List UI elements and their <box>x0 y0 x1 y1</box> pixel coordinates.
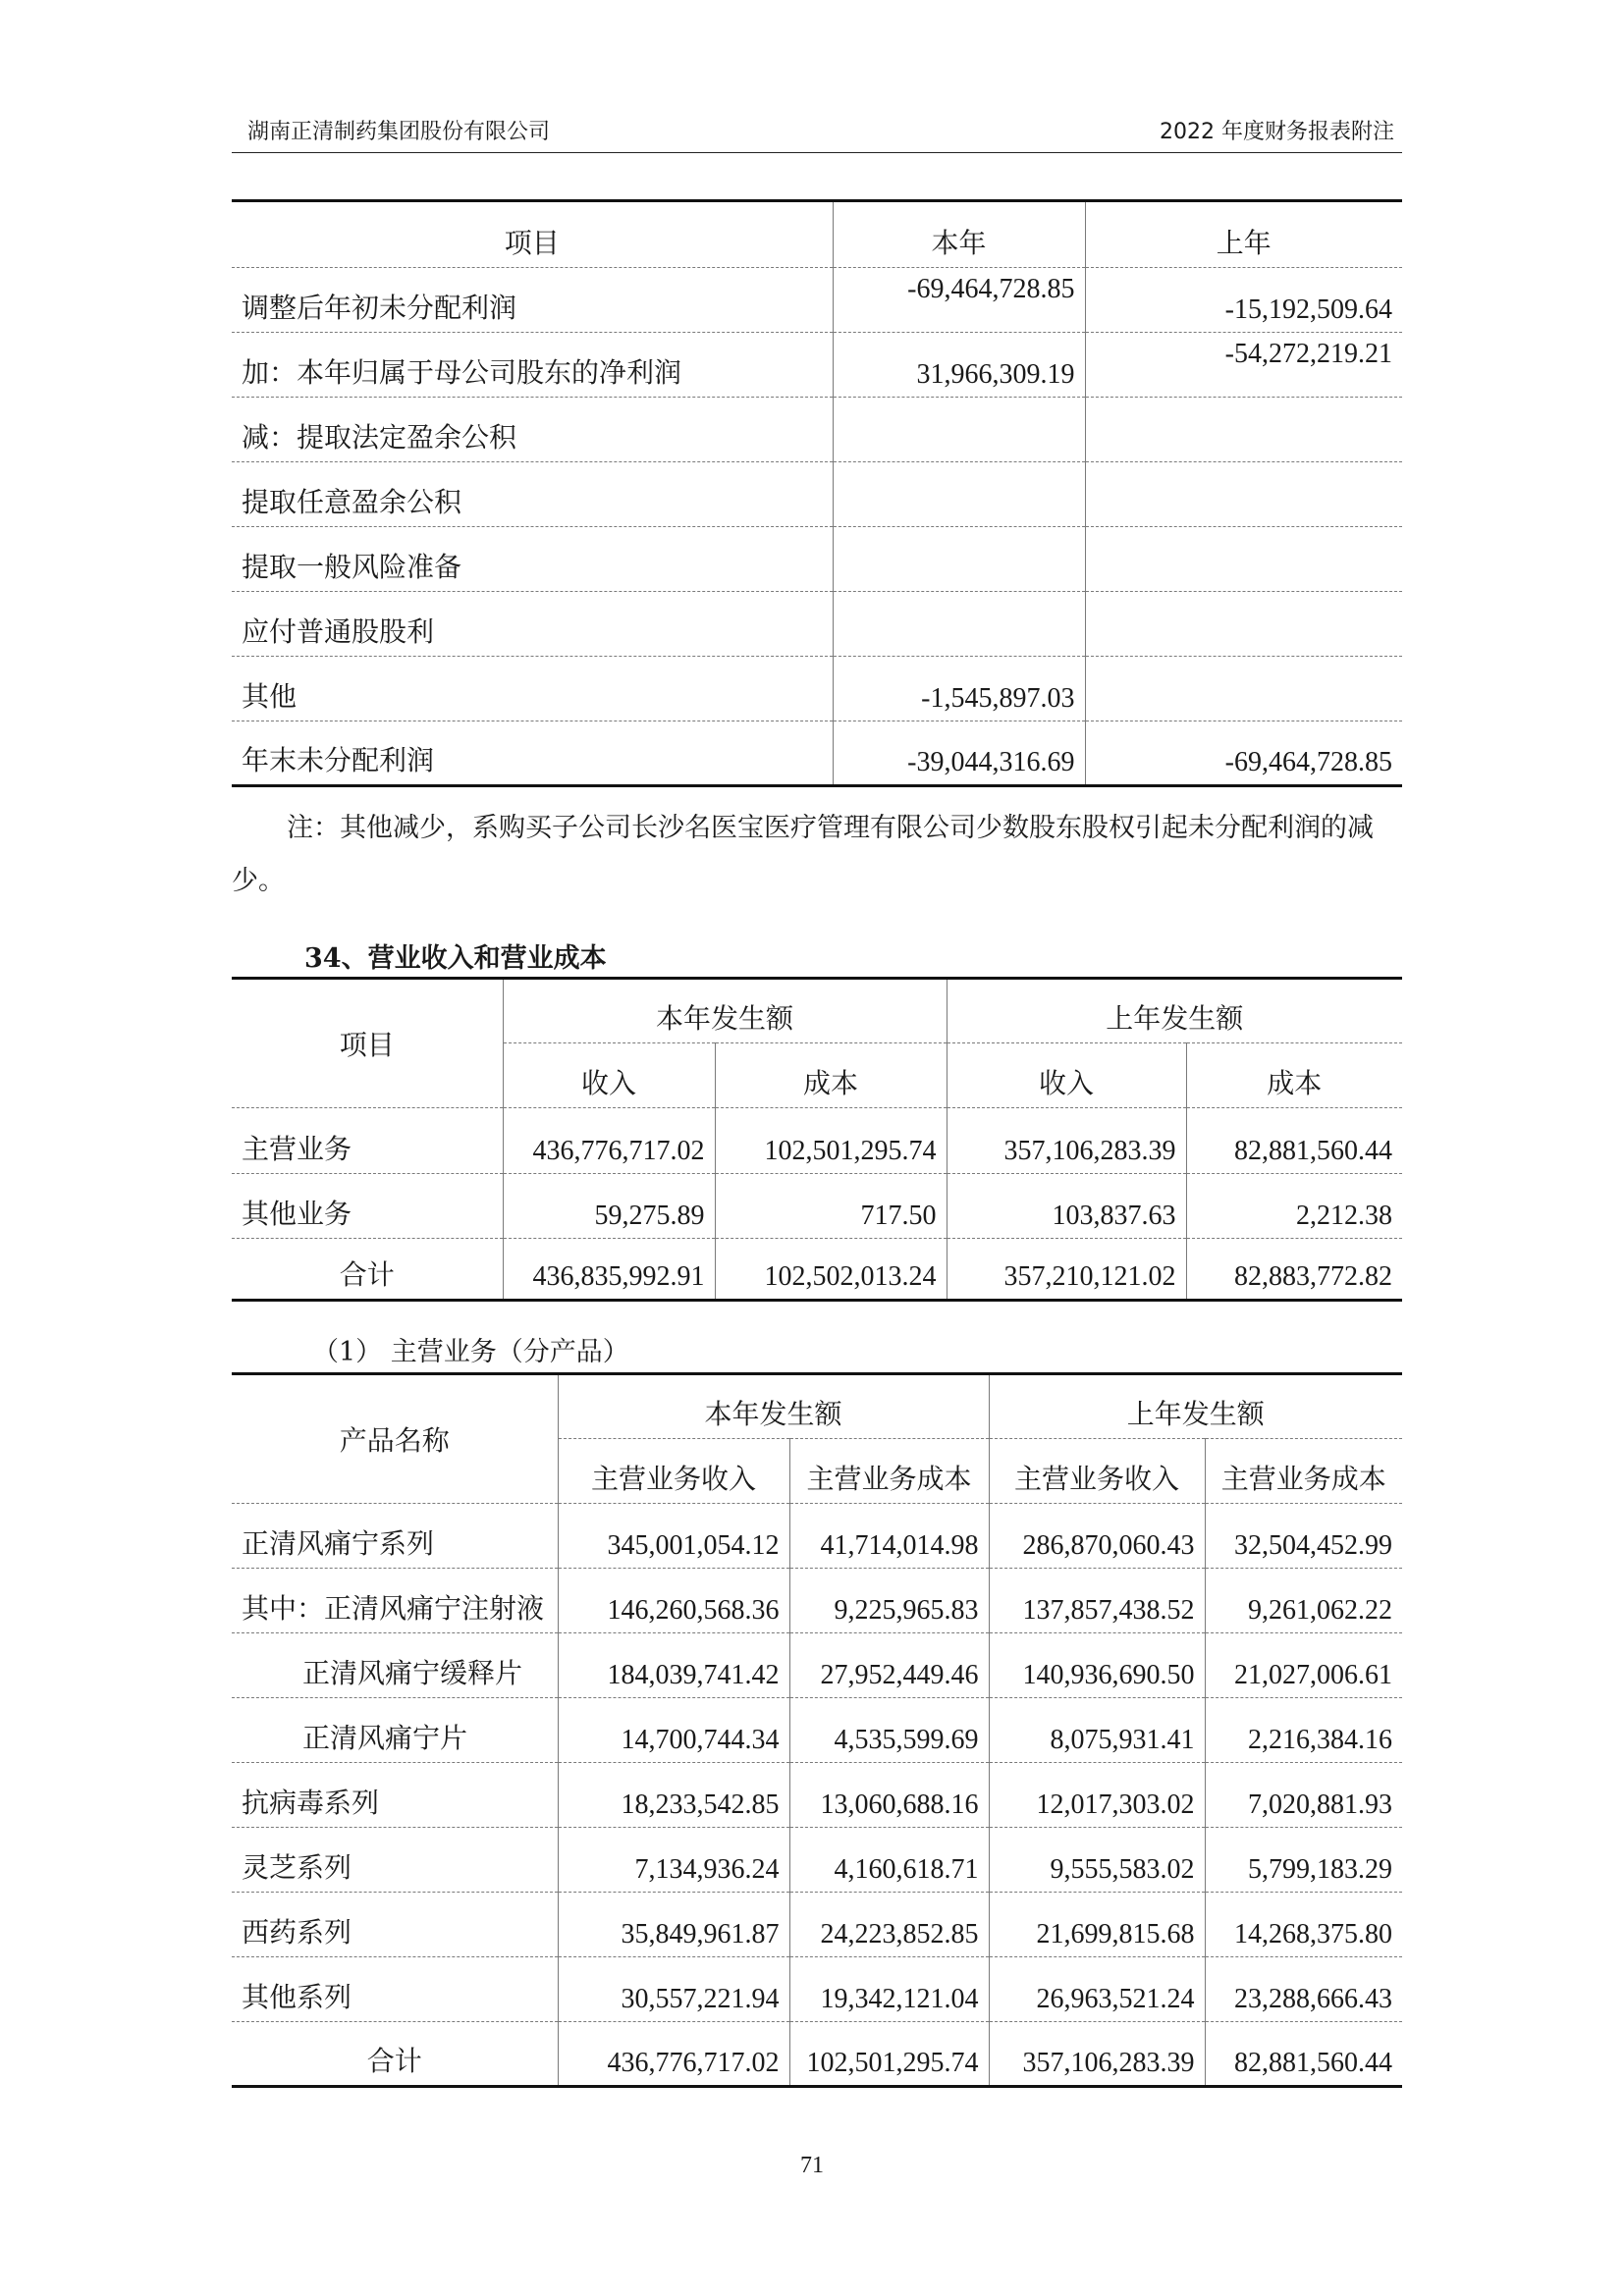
table-row <box>232 1569 1402 1633</box>
prior-cost: 2,216,384.16 <box>1205 1698 1402 1763</box>
table-row <box>232 1957 1402 2022</box>
prior-revenue: 8,075,931.41 <box>989 1698 1205 1763</box>
product-label: 抗病毒系列 <box>232 1763 558 1828</box>
row-label: 年末未分配利润 <box>242 744 435 776</box>
subheader-revenue: 收入 <box>947 1043 1186 1108</box>
current-value: 31,966,309.19 <box>833 333 1085 398</box>
product-label: 其他系列 <box>232 1957 558 2022</box>
prior-cost: 9,261,062.22 <box>1205 1569 1402 1633</box>
table-row <box>232 1108 1402 1174</box>
table-row <box>232 1698 1402 1763</box>
row-label: 其他 <box>232 657 833 721</box>
row-label: 提取任意盈余公积 <box>232 462 833 527</box>
table-header-row <box>232 1374 1402 1439</box>
prior-value <box>1085 592 1402 657</box>
row-label: 调整后年初未分配利润 <box>232 268 833 333</box>
product-label: 正清风痛宁系列 <box>232 1504 558 1569</box>
table-row <box>232 333 1402 398</box>
current-cost: 27,952,449.46 <box>789 1633 989 1698</box>
col-header-current-year: 本年发生额 <box>503 979 947 1043</box>
current-revenue: 184,039,741.42 <box>558 1633 789 1698</box>
product-label: 正清风痛宁片 <box>232 1698 558 1763</box>
current-cost: 41,714,014.98 <box>789 1504 989 1569</box>
prior-revenue: 21,699,815.68 <box>989 1893 1205 1957</box>
row-label: 应付普通股股利 <box>232 592 833 657</box>
table-row <box>232 1763 1402 1828</box>
prior-cost: 82,883,772.82 <box>1186 1239 1402 1301</box>
current-value <box>833 398 1085 462</box>
current-cost: 102,501,295.74 <box>715 1108 947 1174</box>
prior-value: -69,464,728.85 <box>1085 721 1402 786</box>
current-value <box>833 592 1085 657</box>
table-row <box>232 657 1402 721</box>
prior-revenue: 9,555,583.02 <box>989 1828 1205 1893</box>
subheader-cost: 成本 <box>715 1043 947 1108</box>
product-label: 正清风痛宁缓释片 <box>232 1633 558 1698</box>
prior-revenue: 286,870,060.43 <box>989 1504 1205 1569</box>
prior-value <box>1085 657 1402 721</box>
col-header-prior-year: 上年发生额 <box>947 979 1402 1043</box>
table-row-total <box>232 2022 1402 2087</box>
subheader-main-cost: 主营业务成本 <box>789 1439 989 1504</box>
subheader-main-revenue: 主营业务收入 <box>558 1439 789 1504</box>
current-cost: 717.50 <box>715 1174 947 1239</box>
prior-revenue: 357,106,283.39 <box>989 2022 1205 2087</box>
current-cost: 9,225,965.83 <box>789 1569 989 1633</box>
product-label: 西药系列 <box>232 1893 558 1957</box>
table-row <box>232 1893 1402 1957</box>
col-header-current: 本年 <box>833 201 1085 268</box>
product-label: 灵芝系列 <box>232 1828 558 1893</box>
table-row <box>232 527 1402 592</box>
current-value <box>833 462 1085 527</box>
row-label: 加：本年归属于母公司股东的净利润 <box>232 333 833 398</box>
undistributed-profit-table <box>232 199 1402 787</box>
table-row <box>232 721 1402 786</box>
subheader-main-revenue: 主营业务收入 <box>989 1439 1205 1504</box>
prior-cost: 82,881,560.44 <box>1205 2022 1402 2087</box>
product-label: 其中：正清风痛宁注射液 <box>232 1569 558 1633</box>
current-revenue: 436,776,717.02 <box>558 2022 789 2087</box>
current-revenue: 146,260,568.36 <box>558 1569 789 1633</box>
table-row-total <box>232 1239 1402 1301</box>
prior-value: -54,272,219.21 <box>1085 333 1402 398</box>
revenue-cost-table <box>232 977 1402 1302</box>
table-row <box>232 1633 1402 1698</box>
prior-cost: 5,799,183.29 <box>1205 1828 1402 1893</box>
table-row <box>232 462 1402 527</box>
current-cost: 102,501,295.74 <box>789 2022 989 2087</box>
current-cost: 102,502,013.24 <box>715 1239 947 1301</box>
table-row <box>232 1174 1402 1239</box>
prior-cost: 7,020,881.93 <box>1205 1763 1402 1828</box>
row-label: 其他业务 <box>232 1174 503 1239</box>
col-header-product: 产品名称 <box>232 1374 558 1504</box>
subsection-title-main-business: （1） 主营业务（分产品） <box>312 1337 629 1367</box>
prior-revenue: 357,106,283.39 <box>947 1108 1186 1174</box>
current-revenue: 18,233,542.85 <box>558 1763 789 1828</box>
section-title-34: 34、营业收入和营业成本 <box>304 943 607 974</box>
table-header-row <box>232 201 1402 268</box>
main-business-by-product-table <box>232 1372 1402 2088</box>
col-header-item: 项目 <box>232 979 503 1108</box>
current-revenue: 14,700,744.34 <box>558 1698 789 1763</box>
subheader-revenue: 收入 <box>503 1043 715 1108</box>
current-revenue: 436,776,717.02 <box>503 1108 715 1174</box>
prior-cost: 21,027,006.61 <box>1205 1633 1402 1698</box>
subheader-cost: 成本 <box>1186 1043 1402 1108</box>
prior-revenue: 103,837.63 <box>947 1174 1186 1239</box>
col-header-prior-year: 上年发生额 <box>989 1374 1402 1439</box>
current-revenue: 345,001,054.12 <box>558 1504 789 1569</box>
table-header-row <box>232 979 1402 1043</box>
product-label: 合计 <box>366 2045 422 2077</box>
note-paragraph: 注：其他减少，系购买子公司长沙名医宝医疗管理有限公司少数股东股权引起未分配利润的减少。 <box>232 813 1374 896</box>
prior-cost: 23,288,666.43 <box>1205 1957 1402 2022</box>
subheader-main-cost: 主营业务成本 <box>1205 1439 1402 1504</box>
company-name: 湖南正清制药集团股份有限公司 <box>247 120 551 144</box>
current-cost: 19,342,121.04 <box>789 1957 989 2022</box>
report-title: 2022 年度财务报表附注 <box>1160 120 1394 144</box>
current-revenue: 59,275.89 <box>503 1174 715 1239</box>
current-cost: 24,223,852.85 <box>789 1893 989 1957</box>
prior-value <box>1085 527 1402 592</box>
row-label: 主营业务 <box>232 1108 503 1174</box>
page-header <box>232 115 1402 153</box>
current-cost: 4,535,599.69 <box>789 1698 989 1763</box>
prior-cost: 2,212.38 <box>1186 1174 1402 1239</box>
prior-cost: 14,268,375.80 <box>1205 1893 1402 1957</box>
prior-cost: 82,881,560.44 <box>1186 1108 1402 1174</box>
col-header-prior: 上年 <box>1085 201 1402 268</box>
current-revenue: 436,835,992.91 <box>503 1239 715 1301</box>
current-revenue: 7,134,936.24 <box>558 1828 789 1893</box>
prior-value <box>1085 398 1402 462</box>
prior-cost: 32,504,452.99 <box>1205 1504 1402 1569</box>
prior-revenue: 12,017,303.02 <box>989 1763 1205 1828</box>
table-row <box>232 1504 1402 1569</box>
current-value: -39,044,316.69 <box>833 721 1085 786</box>
prior-revenue: 140,936,690.50 <box>989 1633 1205 1698</box>
table-row <box>232 398 1402 462</box>
prior-value <box>1085 462 1402 527</box>
row-label: 减：提取法定盈余公积 <box>232 398 833 462</box>
current-cost: 13,060,688.16 <box>789 1763 989 1828</box>
prior-revenue: 137,857,438.52 <box>989 1569 1205 1633</box>
current-revenue: 30,557,221.94 <box>558 1957 789 2022</box>
page-number: 71 <box>800 2153 824 2178</box>
row-label: 合计 <box>339 1258 395 1291</box>
prior-revenue: 357,210,121.02 <box>947 1239 1186 1301</box>
current-revenue: 35,849,961.87 <box>558 1893 789 1957</box>
current-value: -69,464,728.85 <box>833 268 1085 333</box>
row-label: 提取一般风险准备 <box>232 527 833 592</box>
col-header-item: 项目 <box>232 201 833 268</box>
table-row <box>232 1828 1402 1893</box>
table-row <box>232 592 1402 657</box>
table-row <box>232 268 1402 333</box>
col-header-current-year: 本年发生额 <box>558 1374 989 1439</box>
prior-revenue: 26,963,521.24 <box>989 1957 1205 2022</box>
current-cost: 4,160,618.71 <box>789 1828 989 1893</box>
prior-value: -15,192,509.64 <box>1085 268 1402 333</box>
current-value: -1,545,897.03 <box>833 657 1085 721</box>
current-value <box>833 527 1085 592</box>
